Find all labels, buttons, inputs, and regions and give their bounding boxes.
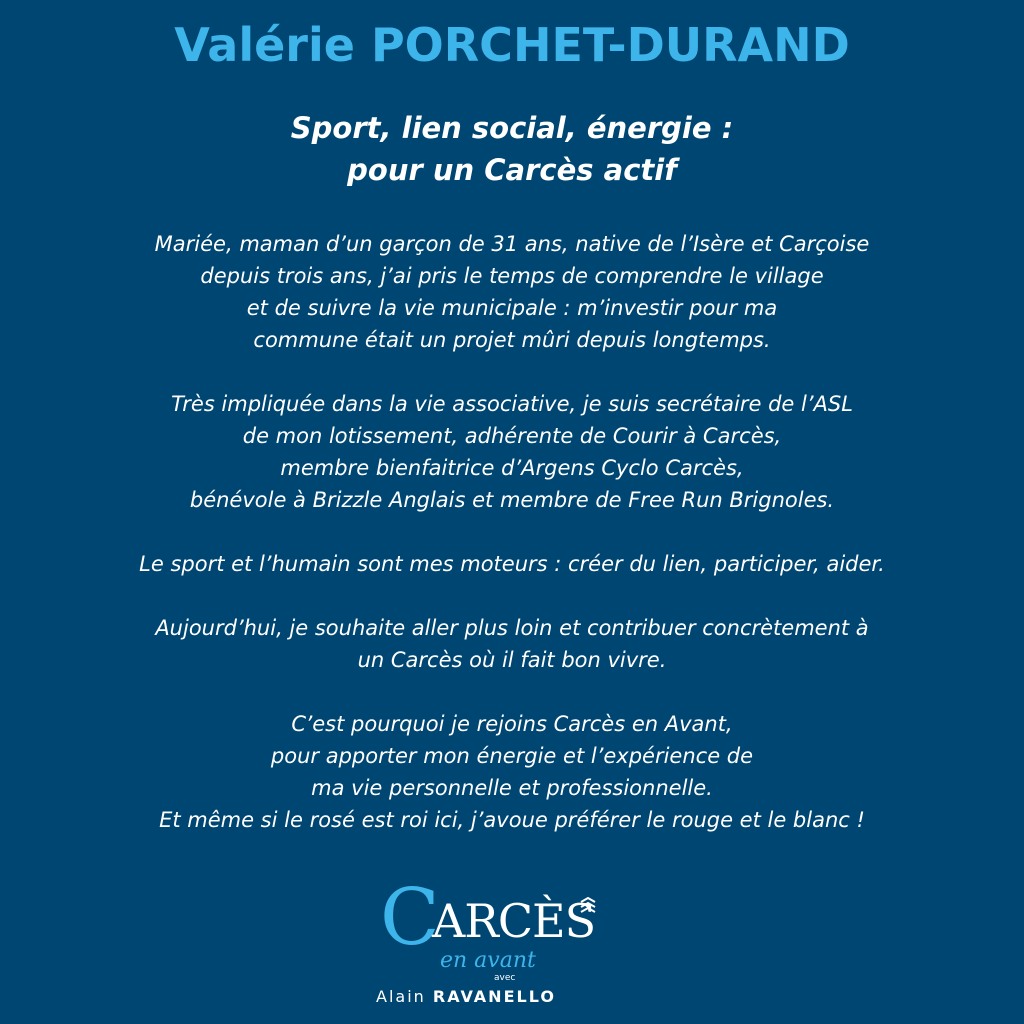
text-line: membre bienfaitrice d’Argens Cyclo Carcès, xyxy=(280,456,744,480)
waves-icon xyxy=(578,896,598,916)
logo-leader-name xyxy=(376,987,556,1006)
text-line: ma vie personnelle et professionnelle. xyxy=(311,776,713,800)
subtitle-line: pour un Carcès actif xyxy=(347,153,677,187)
text-line: bénévole à Brizzle Anglais et membre de Free Run Brignoles. xyxy=(189,488,835,512)
leader-last-name: RAVANELLO xyxy=(432,987,556,1006)
paragraph-associations xyxy=(0,388,1024,516)
text-line: Le sport et l’humain sont mes moteurs : créer du lien, participer, aider. xyxy=(139,552,885,576)
paragraph-motivation xyxy=(0,548,1024,580)
paragraph-ambition xyxy=(0,612,1024,676)
text-line: Aujourd’hui, je souhaite aller plus loin et contribuer concrètement à xyxy=(155,616,869,640)
logo-script-text: en avant xyxy=(440,948,536,973)
paragraph-conclusion xyxy=(0,708,1024,836)
paragraph-intro xyxy=(0,228,1024,356)
subtitle-line: Sport, lien social, énergie : xyxy=(290,111,734,145)
text-line: Et même si le rosé est roi ici, j’avoue préférer le rouge et le blanc ! xyxy=(159,808,865,832)
biography-text xyxy=(0,228,1024,868)
text-line: de mon lotissement, adhérente de Courir à Carcès, xyxy=(242,424,782,448)
text-line: pour apporter mon énergie et l’expérience de xyxy=(270,744,754,768)
leader-first-name: Alain xyxy=(376,987,426,1006)
text-line: commune était un projet mûri depuis longtemps. xyxy=(253,328,771,352)
text-line: et de suivre la vie municipale : m’investir pour ma xyxy=(246,296,778,320)
text-line: un Carcès où il fait bon vivre. xyxy=(357,648,667,672)
text-line: Mariée, maman d’un garçon de 31 ans, native de l’Isère et Carçoise xyxy=(154,232,870,256)
candidate-name: Valérie PORCHET-DURAND xyxy=(174,18,850,72)
text-line: depuis trois ans, j’ai pris le temps de comprendre le village xyxy=(200,264,824,288)
text-line: Très impliquée dans la vie associative, je suis secrétaire de l’ASL xyxy=(171,392,853,416)
logo-letter-c: C xyxy=(380,873,440,963)
text-line: C’est pourquoi je rejoins Carcès en Avant, xyxy=(291,712,733,736)
logo-avec: avec xyxy=(494,973,516,983)
logo-letters: ARCÈS xyxy=(432,894,596,948)
subtitle xyxy=(0,107,1024,191)
